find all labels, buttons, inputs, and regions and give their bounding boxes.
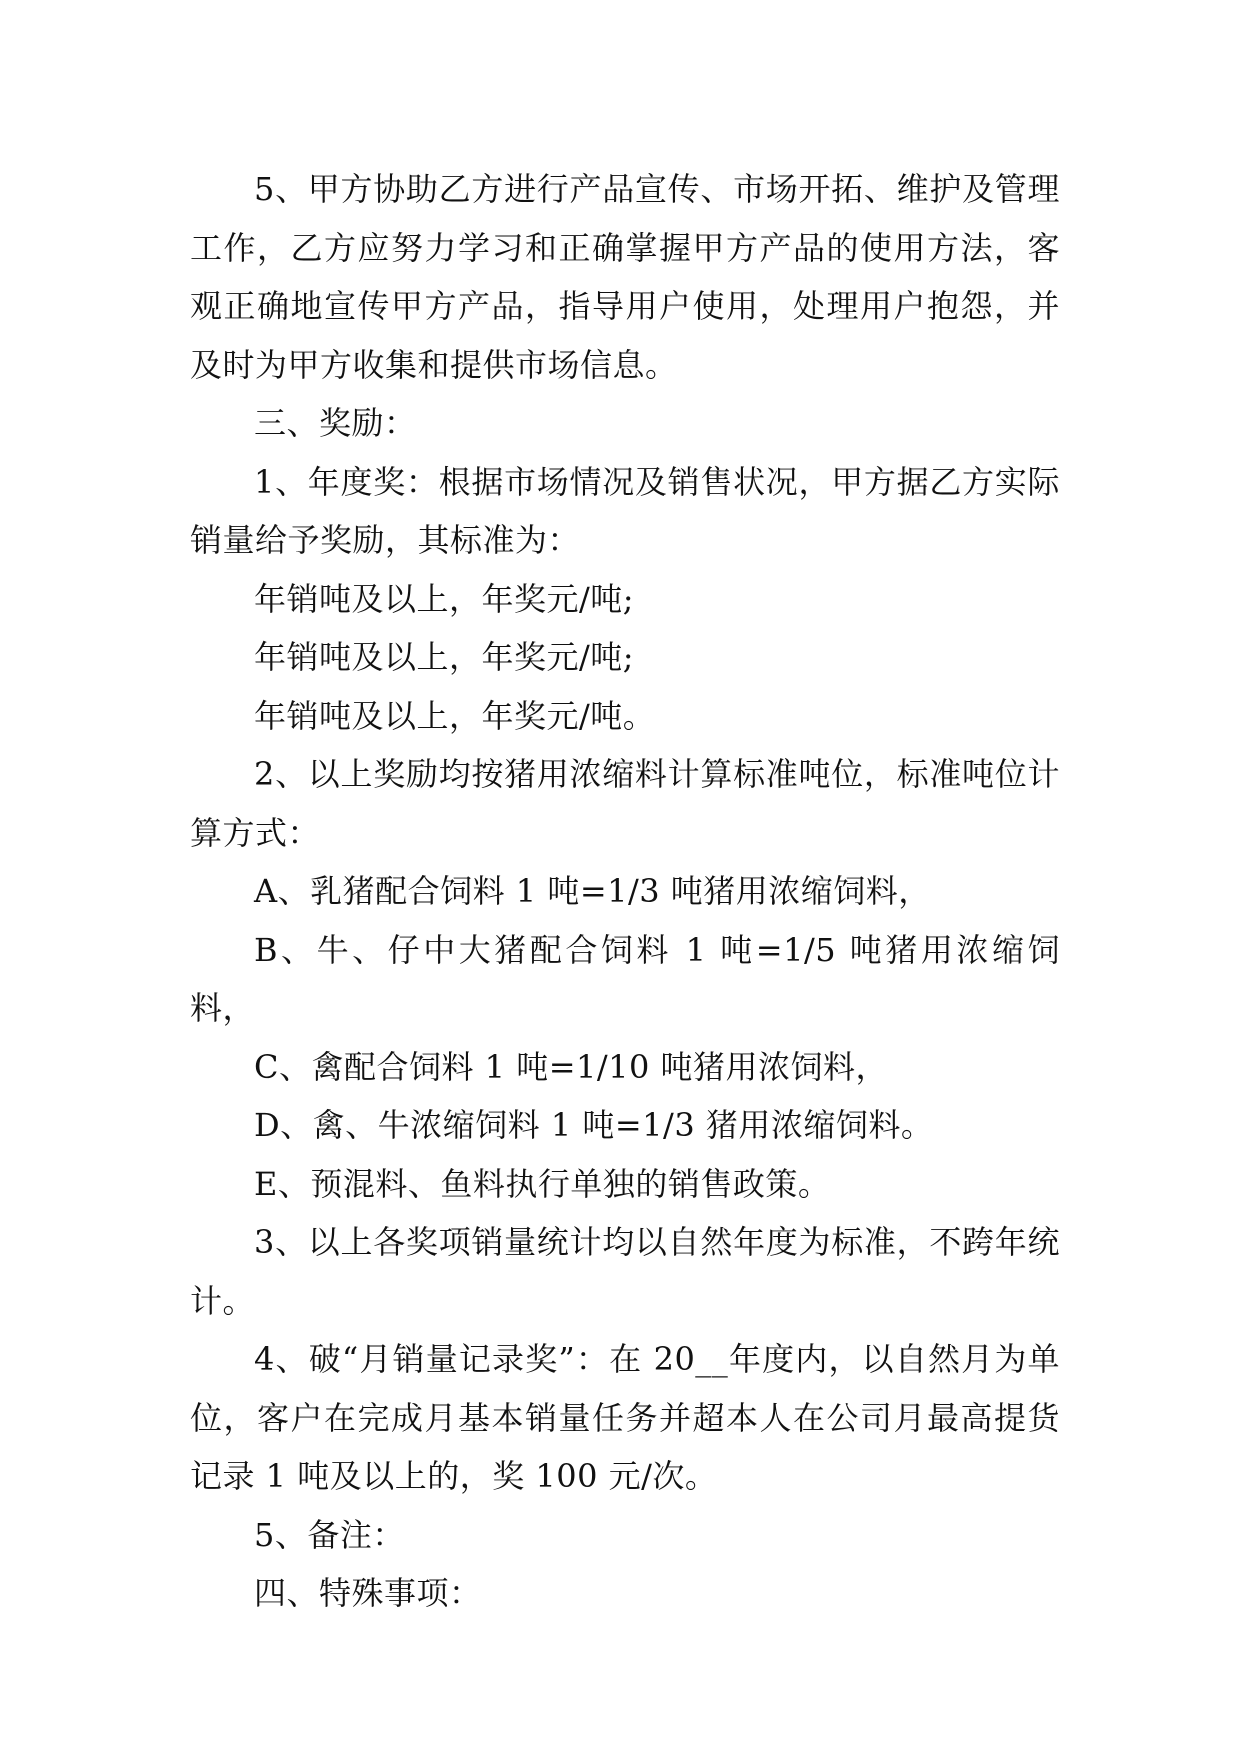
reward-tier-2: 年销吨及以上，年奖元/吨; — [254, 638, 635, 676]
conversion-item-e: E、预混料、鱼料执行单独的销售政策。 — [254, 1164, 831, 1203]
section-heading-special-matters: 四、特殊事项： — [254, 1574, 482, 1612]
paragraph-annual-reward: 1、年度奖：根据市场情况及销售状况，甲方据乙方实际销量给予奖励，其标准为： — [190, 462, 1060, 559]
paragraph-promotion-duty: 5、甲方协助乙方进行产品宣传、市场开拓、维护及管理工作，乙方应努力学习和正确掌握甲方产品的使用方法，客观正确地宣传甲方产品，指导用户使用，处理用户抱怨，并及时为甲方收集和提供市场信息。 — [190, 170, 1060, 384]
conversion-item-b: B、牛、仔中大猪配合饲料 1 吨=1/5 吨猪用浓缩饲料， — [190, 930, 1060, 1027]
paragraph-remarks: 5、备注： — [254, 1515, 405, 1554]
document-body — [190, 160, 1060, 1623]
section-heading-rewards: 三、奖励： — [254, 404, 417, 442]
conversion-item-c: C、禽配合饲料 1 吨=1/10 吨猪用浓饲料， — [254, 1047, 889, 1086]
paragraph-standard-tonnage: 2、以上奖励均按猪用浓缩料计算标准吨位，标准吨位计算方式： — [190, 755, 1060, 852]
paragraph-statistics-rule: 3、以上各奖项销量统计均以自然年度为标准，不跨年统计。 — [190, 1223, 1060, 1320]
reward-tier-3: 年销吨及以上，年奖元/吨。 — [254, 696, 656, 735]
conversion-item-d: D、禽、牛浓缩饲料 1 吨=1/3 猪用浓缩饲料。 — [254, 1106, 934, 1144]
conversion-item-a: A、乳猪配合饲料 1 吨=1/3 吨猪用浓缩饲料， — [254, 872, 931, 910]
reward-tier-1: 年销吨及以上，年奖元/吨; — [254, 579, 635, 618]
paragraph-monthly-record-reward: 4、破“月销量记录奖”：在 20__年度内，以自然月为单位，客户在完成月基本销量任务并超本人在公司月最高提货记录 1 吨及以上的，奖 100 元/次。 — [190, 1340, 1060, 1495]
